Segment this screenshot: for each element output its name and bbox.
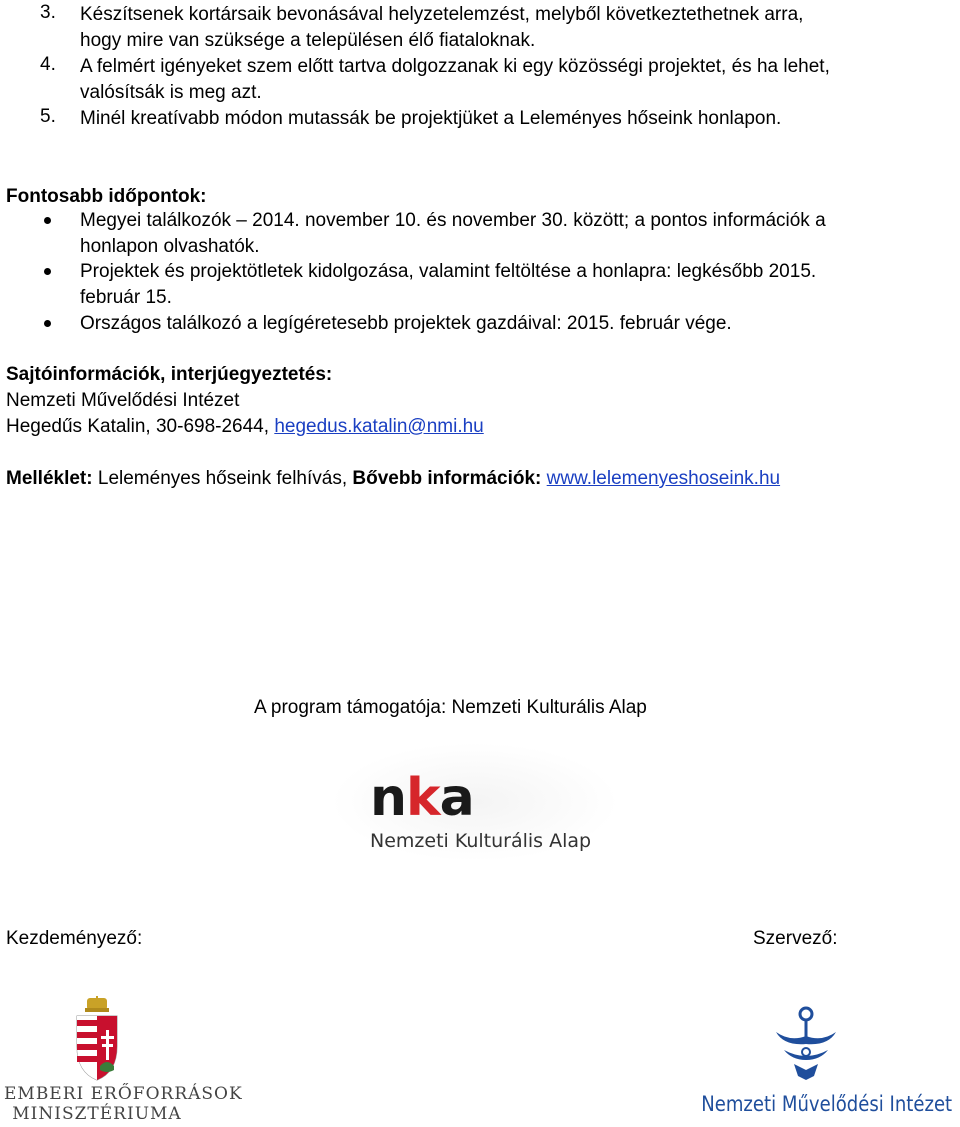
nka-mark-icon: nka [370,768,474,828]
nmi-emblem-icon [770,1006,842,1084]
list-item-line: Projektek és projektötletek kidolgozása, valamint feltöltése a honlapra: legkésőbb 2015. [80,261,817,282]
attachment-line [6,466,780,492]
nka-logo [330,742,620,862]
website-link[interactable]: www.lelemenyeshoseink.hu [546,468,781,489]
press-org: Nemzeti Művelődési Intézet [6,390,240,411]
list-item-line: hogy mire van szüksége a településen élő fiataloknak. [80,30,536,51]
list-number: 4. [40,54,56,75]
bullet-icon [44,217,51,224]
attachment-text: Leleményes hőseink felhívás, [92,468,353,489]
contact-text: Hegedűs Katalin, 30-698-2644, [6,416,275,437]
list-number: 3. [40,2,56,23]
list-item-line: február 15. [80,287,172,308]
list-item-line: valósítsák is meg azt. [80,82,262,103]
list-number: 5. [40,106,56,127]
bullet-icon [44,320,51,327]
nmi-logo [684,1006,953,1124]
list-item-line: Megyei találkozók – 2014. november 10. és november 30. között; a pontos információk a [80,210,826,231]
list-item-line: honlapon olvashatók. [80,236,260,257]
initiator-label: Kezdeményező: [6,928,143,949]
press-contact [6,414,484,440]
hungarian-coat-of-arms-icon [72,996,122,1082]
emmi-logo-line2: MINISZTÉRIUMA [12,1104,182,1124]
nka-logo-name: Nemzeti Kulturális Alap [370,830,592,852]
list-item-line: Minél kreatívabb módon mutassák be projektjüket a Leleményes hőseink honlapon. [80,108,782,129]
bullet-icon [44,268,51,275]
emmi-logo-line1: EMBERI ERŐFORRÁSOK [4,1084,243,1104]
more-info-label: Bővebb információk: [352,468,542,489]
attachment-label: Melléklet: [6,468,93,489]
press-heading: Sajtóinformációk, interjúegyeztetés: [6,364,333,385]
sponsor-text: A program támogatója: Nemzeti Kulturális Alap [254,697,647,718]
list-item-line: Készítsenek kortársaik bevonásával helyzetelemzést, melyből következtethetnek arra, [80,4,804,25]
dates-heading: Fontosabb időpontok: [6,186,207,207]
list-item-line: Országos találkozó a legígéretesebb projektek gazdáival: 2015. február vége. [80,313,732,334]
organizer-label: Szervező: [753,928,838,949]
emmi-logo [4,996,243,1124]
list-item-line: A felmért igényeket szem előtt tartva dolgozzanak ki egy közösségi projektet, és ha lehet, [80,56,830,77]
email-link[interactable]: hegedus.katalin@nmi.hu [274,416,484,437]
nmi-logo-name: Nemzeti Művelődési Intézet [701,1092,953,1116]
